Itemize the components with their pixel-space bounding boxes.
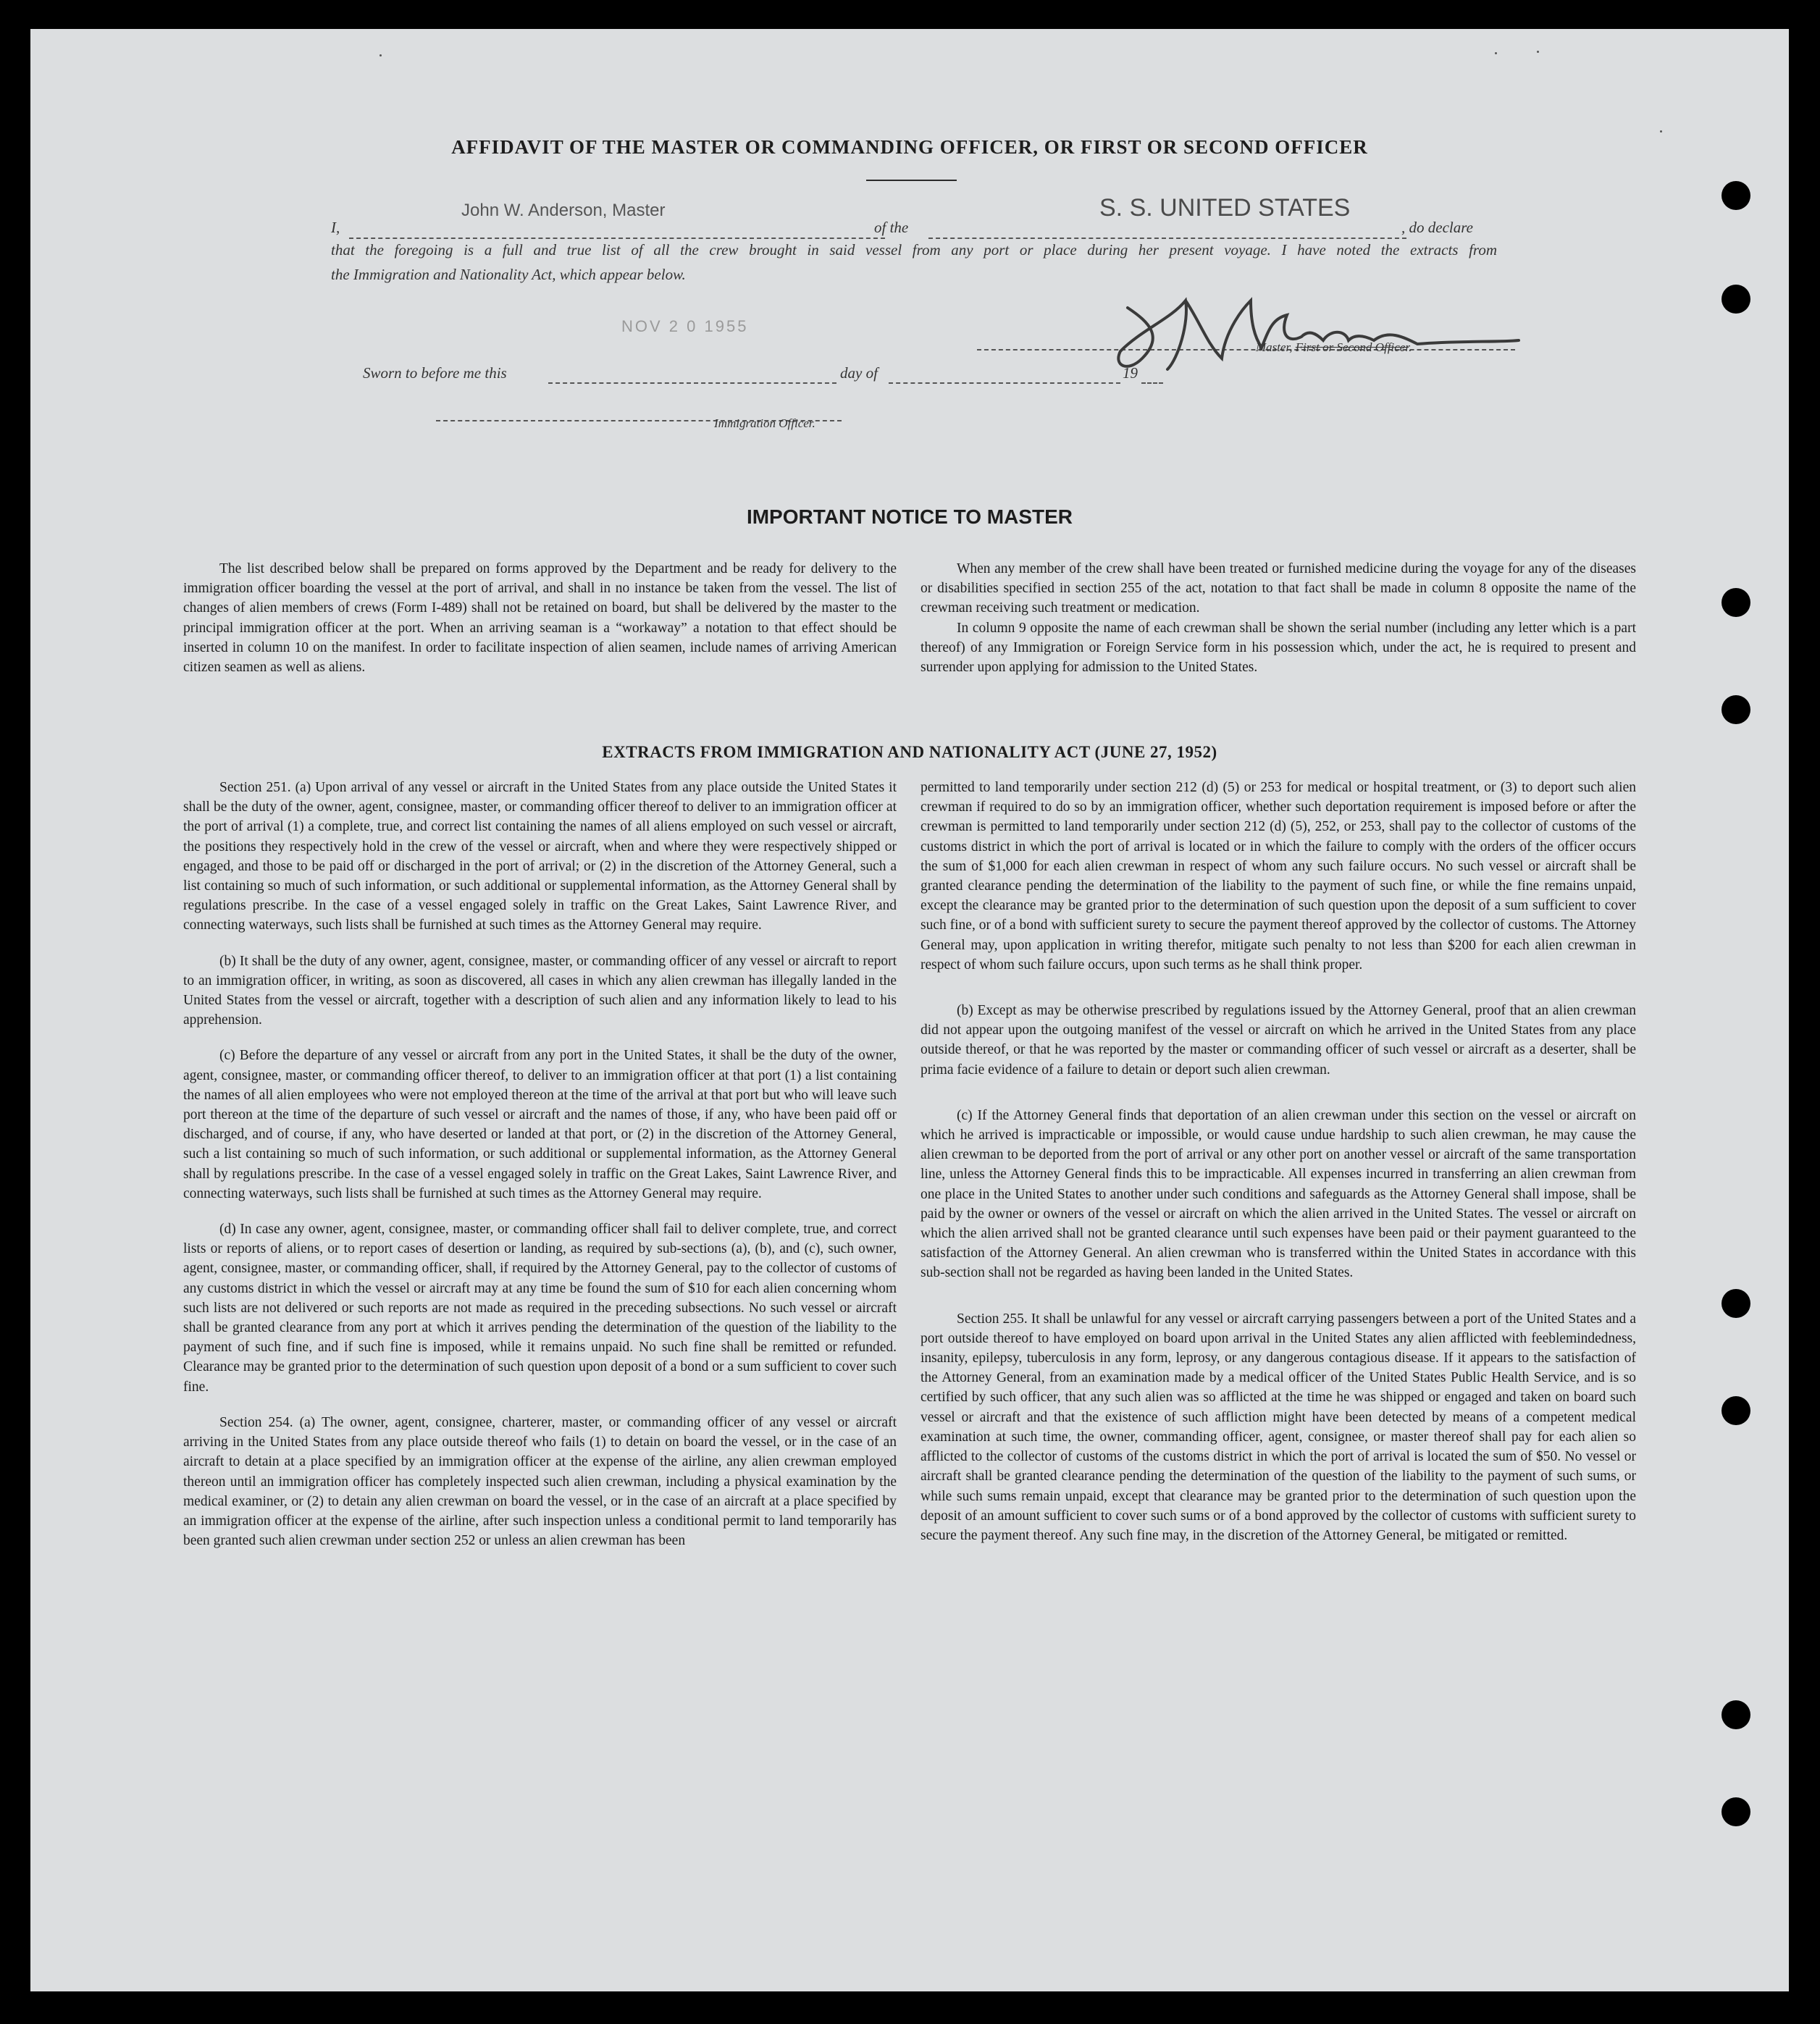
vessel-line bbox=[928, 224, 1406, 239]
binder-hole bbox=[1722, 181, 1750, 210]
sworn-day-line bbox=[548, 370, 836, 384]
document-page bbox=[30, 29, 1789, 1991]
extract-section-251d: (d) In case any owner, agent, consignee, master, or commanding officer shall fail to deliver complete, true, and correct lists or reports of aliens, or to report cases of desertion or landing, as required by sub-sections (a), (b), and (c), such owner, agent, consignee, master, or commanding officer, shall, if required by the Attorney General, pay to the collector of customs of any customs district in which the vessel or aircraft may at any time be found the sum of $10 for each alien concerning whom such lists are not delivered or such reports are not made as required in the preceding subsections. No such vessel or aircraft shall be granted clearance from any port at which it arrives pending the determination of the question of the liability to the payment of such fine, and if such fine is imposed, while it remains unpaid. No such fine shall be remitted or refunded. Clearance may be granted prior to the determination of such question upon deposit of a bond or a sum sufficient to cover such fine. bbox=[183, 1222, 897, 1395]
year-label: 19 bbox=[1123, 364, 1138, 382]
caption-struck: First or Second Officer bbox=[1295, 340, 1409, 354]
extract-section-251b: (b) It shall be the duty of any owner, agent, consignee, master, or commanding officer of any vessel or aircraft to report to an immigration officer, in writing, as soon as discovered, all cases in which any alien crewman has illegally landed in the United States from the vessel or aircraft, together with a description of such alien and any information likely to lead to his apprehension. bbox=[183, 953, 897, 1028]
name-field: John W. Anderson, Master bbox=[461, 201, 666, 220]
name-line bbox=[349, 224, 885, 239]
extract-section-255: Section 255. It shall be unlawful for any vessel or aircraft carrying passengers between a port of the United States and a port outside thereof to have employed on board upon arrival in the United States any alien afflicted with feeblemindedness, insanity, epilepsy, tuberculosis in any form, leprosy, or any dangerous contagious disease. If it appears to the satisfaction of the Attorney General, from an examination made by a medical officer of the United States Public Health Service, and is so certified by such officer, that any such alien was so afflicted at the time he was shipped or engaged and taken on board such vessel or aircraft and that the existence of such affliction might have been detected by means of a competent medical examination at such time, the owner, commanding officer, agent, consignee, or master thereof shall pay for each alien so afflicted to the collector of customs of the customs district in which the port of arrival is located the sum of $50. No vessel or aircraft shall be granted clearance pending the determination of the question of the liability to the payment of such sums, or while such sums remain unpaid, except that clearance may be granted prior to the determination of such question upon the deposit of an amount sufficient to cover such sums or of a bond approved by the collector of customs with sufficient surety to secure the payment thereof. Any such fine may, in the discretion of the Attorney General, be mitigated or remitted. bbox=[921, 1311, 1636, 1543]
extract-section-254a-cont: permitted to land temporarily under section 212 (d) (5) or 253 for medical or hospital treatment, or (3) to deport such alien crewman if required to do so by an immigration officer, whether such deportation requirement is imposed before or after the crewman is permitted to land temporarily under section 212 (d) (5), 252, or 253, shall pay to the collector of customs of the customs district in which the port of arrival is located or in which the failure to comply with the orders of the officer occurs the sum of $1,000 for each alien crewman in respect of whom any such failure occurs. No such vessel or aircraft shall be granted clearance pending the determination of the liability to the payment of such fine, or while the fine remains unpaid, except the clearance may be granted prior to the determination of such question upon the deposit of a sum sufficient to cover such fine, or of a bond with sufficient surety to secure the payment thereof approved by the collector of customs. The Attorney General may, upon application in writing therefor, mitigate such penalty to not less than $200 for each alien crewman in respect of whom such failure occurs, upon such terms as he shall think proper. bbox=[921, 780, 1636, 973]
speck bbox=[379, 54, 382, 56]
binder-hole bbox=[1722, 1396, 1750, 1425]
extracts-left-column bbox=[183, 778, 897, 1566]
signature-graphic bbox=[1099, 279, 1526, 380]
binder-hole bbox=[1722, 285, 1750, 314]
caption-suffix: . bbox=[1409, 340, 1412, 354]
of-the-label: of the bbox=[874, 219, 909, 236]
day-label: day of bbox=[840, 364, 878, 382]
extract-section-254c: (c) If the Attorney General finds that deportation of an alien crewman under this section on the vessel or aircraft on which he arrived is impracticable or impossible, or would cause undue hardship to such alien crewman, he may cause the alien crewman to be deported from the port of arrival or any other port on another vessel or aircraft of the same transportation line, unless the Attorney General finds this to be impracticable. All expenses incurred in transferring an alien crewman from one place in the United States to another under such conditions and safeguards as the Attorney General shall impose, shall be paid by the owner or owners of the vessel or aircraft on which the alien arrived in the United States. The vessel or aircraft on which the alien arrived shall not be granted clearance until such expenses have been paid or their payment guaranteed to the satisfaction of the Attorney General. An alien crewman who is transferred within the United States in accordance with this sub-section shall not be regarded as having been landed in the United States. bbox=[921, 1107, 1636, 1281]
extract-section-251c: (c) Before the departure of any vessel or aircraft from any port in the United States, it shall be the duty of the owner, agent, consignee, master, or commanding officer thereof, to deliver to an immigration officer at that port (1) a list containing the names of all alien employees who were not employed thereon at the time of the arrival at that port but who will leave such port thereon at the time of the departure of such vessel or aircraft and the names of those, if any, who have been paid off or discharged, and of course, if any, who have deserted or landed at that port, or (2) in the discretion of the Attorney General, such a list containing so much of such information, or such additional or supplemental information, as the Attorney General shall by regulations prescribe. In the case of a vessel engaged solely in traffic on the Great Lakes, Saint Lawrence River, and connecting waterways, such lists shall be furnished at such times as the Attorney General may require. bbox=[183, 1048, 897, 1201]
binder-hole bbox=[1722, 1797, 1750, 1826]
year-line bbox=[1141, 370, 1163, 384]
vessel-field: S. S. UNITED STATES bbox=[1099, 194, 1351, 222]
notice-left-column bbox=[183, 559, 897, 693]
declare-label: , do declare bbox=[1401, 219, 1473, 236]
declaration-line-2: the Immigration and Nationality Act, which appear below. bbox=[331, 266, 686, 283]
date-stamp: NOV 2 0 1955 bbox=[621, 317, 749, 335]
i-label: I, bbox=[331, 219, 340, 236]
binder-hole bbox=[1722, 1289, 1750, 1318]
sworn-month-line bbox=[889, 370, 1120, 384]
declaration-line-1: that the foregoing is a full and true list of all the crew brought in said vessel from any port or place during her present voyage. I have noted the extracts from bbox=[331, 241, 1497, 259]
extracts-right-column bbox=[921, 778, 1636, 1561]
extract-section-251a: Section 251. (a) Upon arrival of any vessel or aircraft in the United States from any place outside the United States it shall be the duty of the owner, agent, consignee, master, or commanding officer thereof to deliver to an immigration officer at the port of arrival (1) a complete, true, and correct list containing the names of all aliens employed on such vessel or aircraft, the positions they respectively hold in the crew of the vessel or aircraft, when and where they were respectively shipped or engaged, and those to be paid off or discharged in the port of arrival; or (2) in the discretion of the Attorney General, such a list containing so much of such information, or such additional or supplemental information, as the Attorney General shall by regulations prescribe. In the case of a vessel engaged solely in traffic on the Great Lakes, Saint Lawrence River, and connecting waterways, such lists shall be furnished at such times as the Attorney General may require. bbox=[183, 780, 897, 933]
binder-hole bbox=[1722, 695, 1750, 724]
signature bbox=[1099, 279, 1526, 380]
speck bbox=[1495, 52, 1497, 54]
binder-hole bbox=[1722, 1700, 1750, 1729]
notice-left-paragraph: The list described below shall be prepared on forms approved by the Department and be ready for delivery to the immigration officer boarding the vessel at the port of arrival, and shall in no instance be taken from the vessel. The list of changes of alien members of crews (Form I-489) shall not be retained on board, but shall be delivered by the master to the principal immigration officer at the port. When an arriving seaman is a “workaway” a notation to that effect should be inserted in column 10 on the manifest. In order to facilitate inspection of alien seamen, include names of arriving American citizen seamen as well as aliens. bbox=[183, 561, 897, 676]
speck bbox=[1537, 51, 1539, 53]
binder-hole bbox=[1722, 588, 1750, 617]
signature-caption bbox=[1256, 340, 1412, 355]
caption-prefix: Master, bbox=[1256, 340, 1293, 354]
title-rule bbox=[866, 180, 957, 181]
notice-right-paragraph-1: When any member of the crew shall have been treated or furnished medicine during the voyage for any of the diseases or disabilities specified in section 255 of the act, notation to that fact shall be made in column 8 opposite the name of the crewman receiving such treatment or medication. bbox=[921, 561, 1636, 616]
extract-section-254a: Section 254. (a) The owner, agent, consignee, charterer, master, or commanding officer of any vessel or aircraft arriving in the United States from any place outside thereof who fails (1) to detain on board the vessel, or in the case of an aircraft to detain at a place specified by an immigration officer at the expense of the airline, any alien crewman employed thereon until an immigration officer has completely inspected such alien crewman, including a physical examination by the medical examiner, or (2) to detain any alien crewman on board the vessel, or in the case of an aircraft at a place specified by an immigration officer at the expense of the airline, after such inspection unless a conditional permit to land temporarily has been granted such alien crewman under section 252 or unless an alien crewman has been bbox=[183, 1414, 897, 1549]
extracts-title: EXTRACTS FROM IMMIGRATION AND NATIONALITY ACT (JUNE 27, 1952) bbox=[602, 743, 1217, 761]
notice-title: IMPORTANT NOTICE TO MASTER bbox=[746, 505, 1073, 528]
officer-caption: Immigration Officer. bbox=[714, 416, 815, 430]
extract-section-254b: (b) Except as may be otherwise prescribed by regulations issued by the Attorney General, proof that an alien crewman did not appear upon the outgoing manifest of the vessel or aircraft on which he arrived in the United States from any place outside thereof, or that he was reported by the master or commanding officer of such vessel or aircraft as a deserter, shall be prima facie evidence of a failure to detain or deport such alien crewman. bbox=[921, 1003, 1636, 1078]
sworn-label: Sworn to before me this bbox=[363, 364, 507, 382]
notice-right-column bbox=[921, 559, 1636, 693]
affidavit-title: AFFIDAVIT OF THE MASTER OR COMMANDING OFFICER, OR FIRST OR SECOND OFFICER bbox=[451, 136, 1368, 158]
speck bbox=[1660, 130, 1662, 133]
notice-right-paragraph-2: In column 9 opposite the name of each crewman shall be shown the serial number (including any letter which is a part thereof) of any Immigration or Foreign Service form in his possession which, under the act, he is required to present and surrender upon applying for admission to the United States. bbox=[921, 620, 1636, 676]
